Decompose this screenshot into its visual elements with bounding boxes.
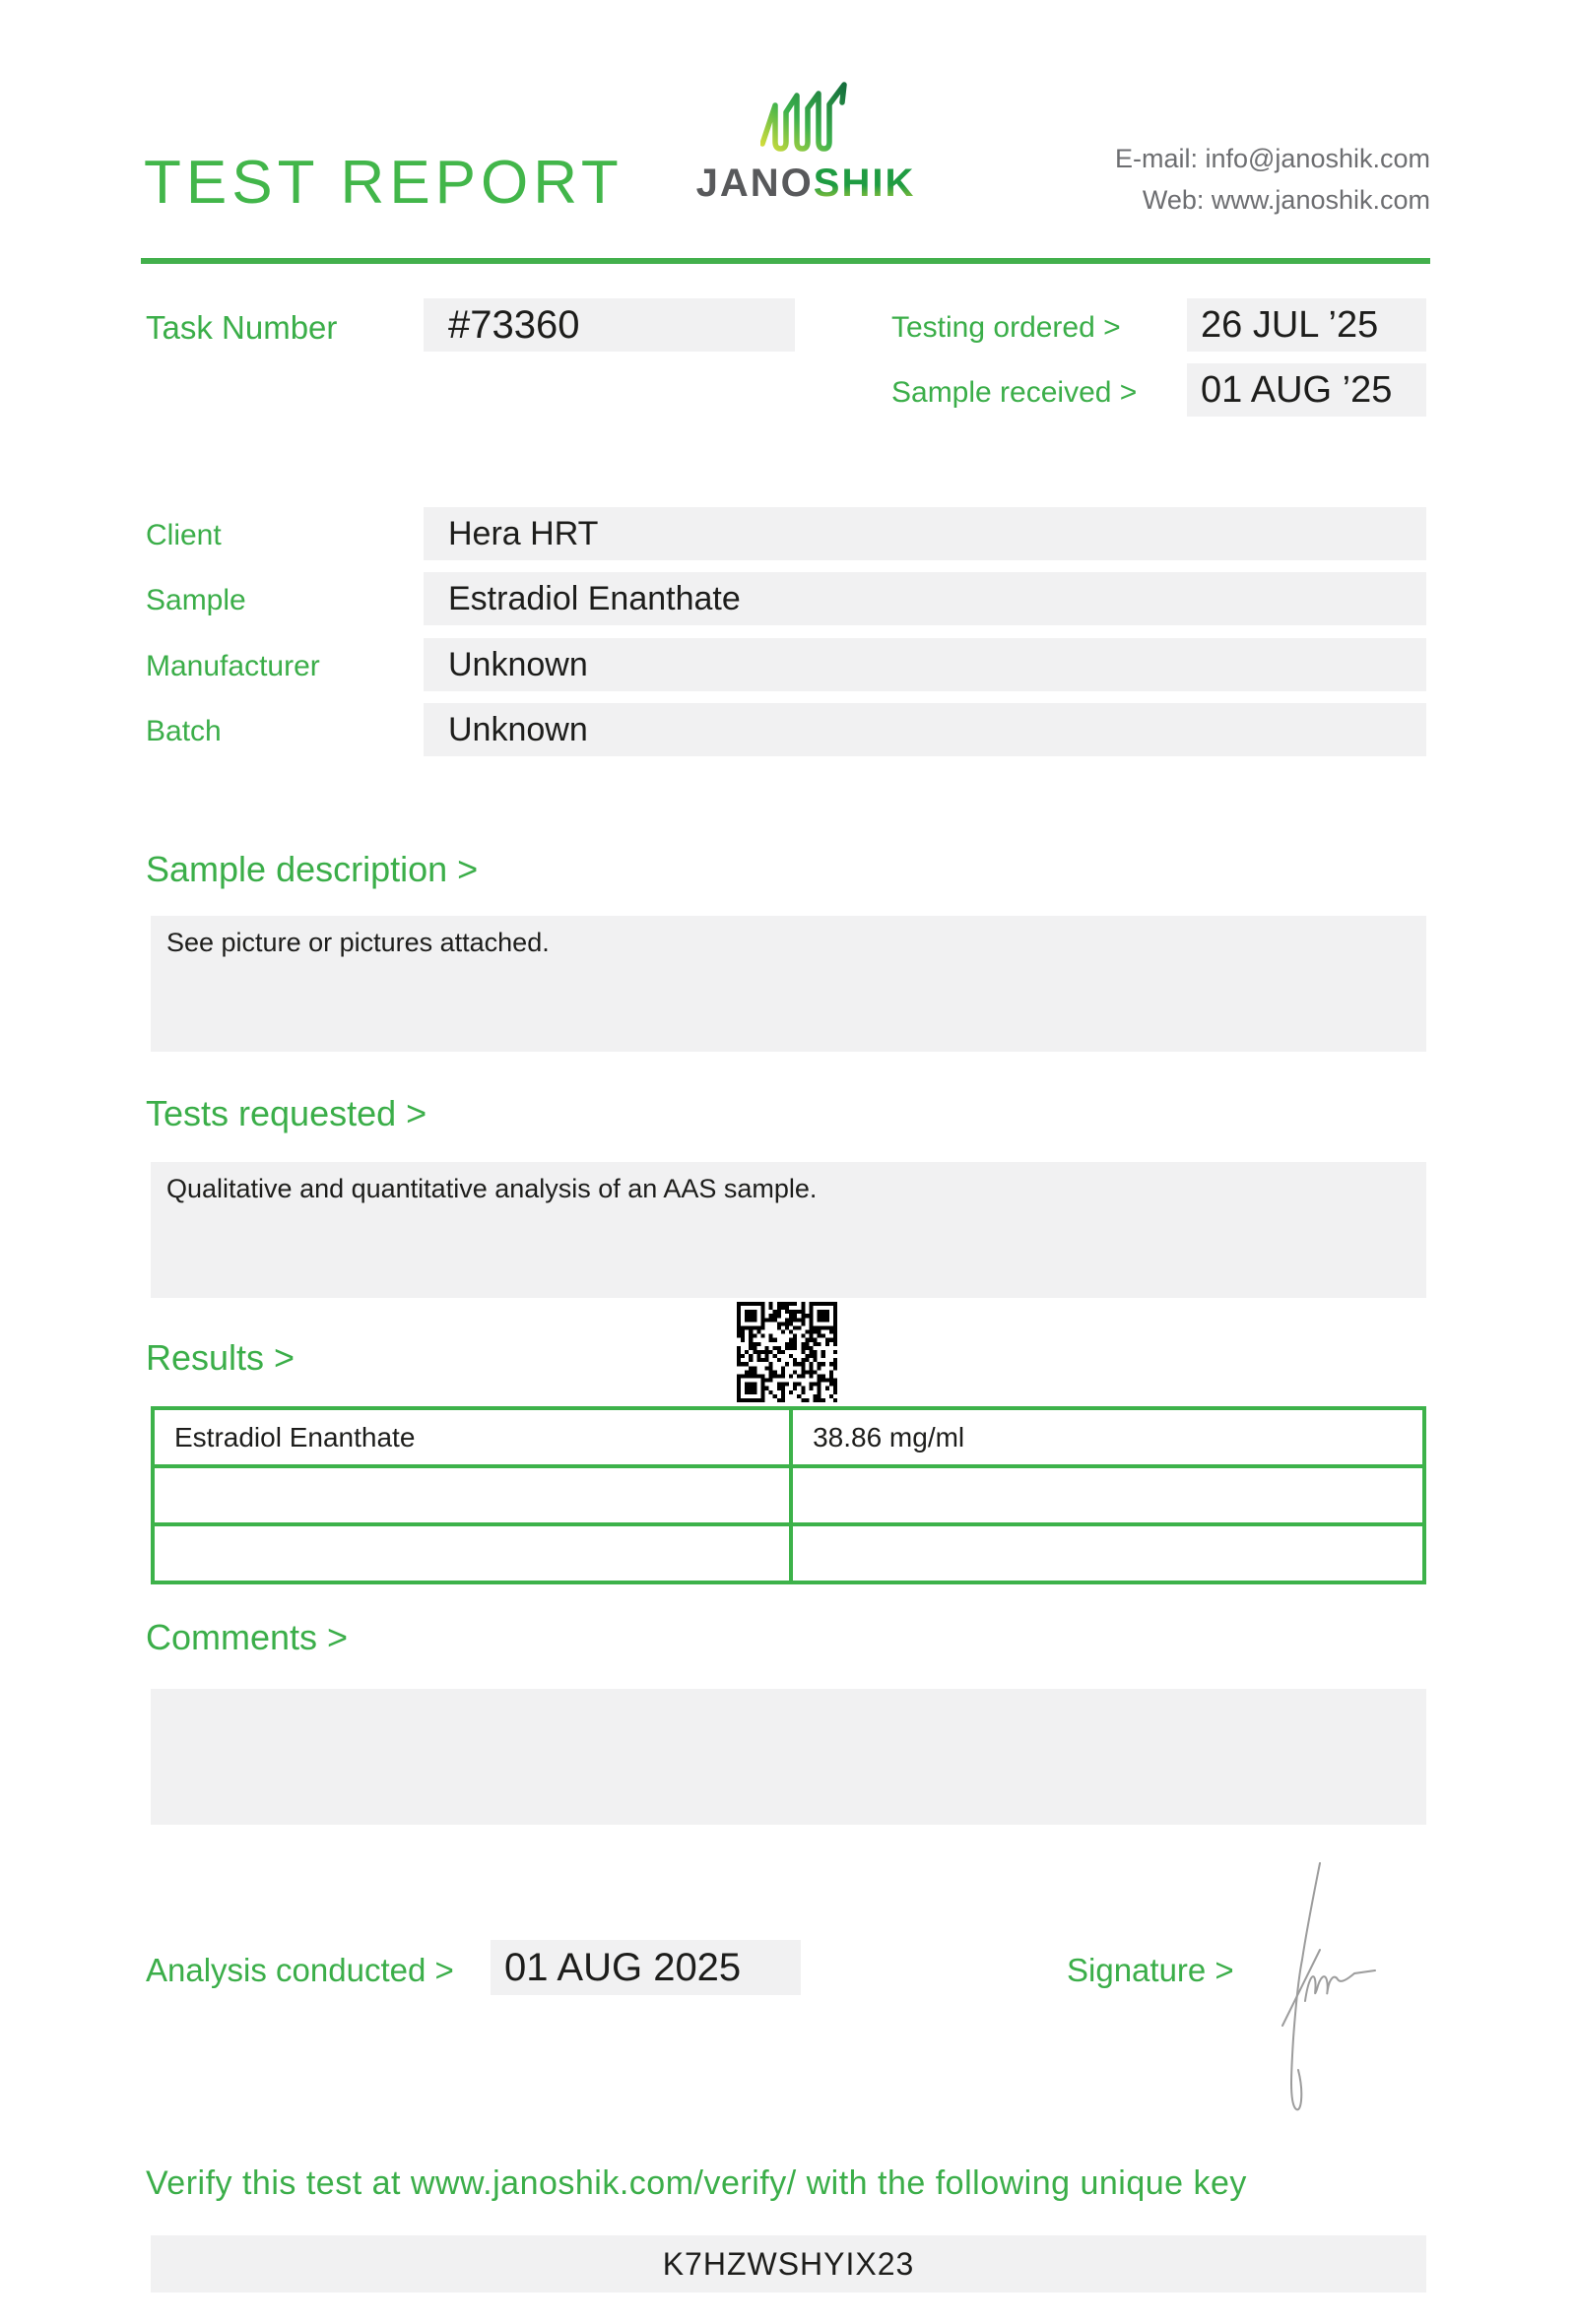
comments-box	[151, 1689, 1426, 1825]
sample-label: Sample	[146, 584, 246, 616]
manufacturer-field	[424, 638, 1426, 691]
sample-received-label: Sample received >	[891, 376, 1138, 409]
client-label: Client	[146, 519, 222, 551]
analysis-conducted-label: Analysis conducted >	[146, 1952, 454, 1988]
analysis-date-value: 01 AUG 2025	[504, 1945, 742, 1989]
testing-ordered-label: Testing ordered >	[891, 311, 1121, 344]
table-row	[153, 1408, 1424, 1466]
contact-email: E-mail: info@janoshik.com	[1114, 144, 1430, 173]
client-field	[424, 507, 1426, 560]
result-value-cell	[791, 1524, 1424, 1582]
batch-value: Unknown	[448, 710, 588, 748]
result-analyte-cell	[153, 1524, 791, 1582]
page-title: TEST REPORT	[144, 149, 624, 217]
testing-ordered-value: 26 JUL ’25	[1201, 303, 1379, 346]
result-value-cell	[791, 1466, 1424, 1524]
sample-description-heading: Sample description >	[146, 849, 479, 889]
result-analyte-cell: Estradiol Enanthate	[153, 1408, 791, 1466]
janoshik-logo	[688, 81, 924, 206]
batch-label: Batch	[146, 715, 222, 747]
table-row	[153, 1524, 1424, 1582]
testing-ordered-field	[1187, 298, 1426, 352]
signature-label: Signature >	[1067, 1952, 1234, 1988]
sample-received-field	[1187, 363, 1426, 417]
result-value-cell: 38.86 mg/ml	[791, 1408, 1424, 1466]
chart-growth-icon	[760, 81, 851, 156]
tests-requested-text: Qualitative and quantitative analysis of an AAS sample.	[166, 1174, 818, 1203]
signature	[1271, 1841, 1468, 2157]
result-analyte-cell	[153, 1466, 791, 1524]
client-value: Hera HRT	[448, 514, 599, 552]
sample-field	[424, 572, 1426, 625]
task-number-label: Task Number	[146, 309, 338, 346]
manufacturer-label: Manufacturer	[146, 650, 320, 682]
sample-value: Estradiol Enanthate	[448, 579, 741, 617]
results-heading: Results >	[146, 1337, 296, 1378]
contact-web: Web: www.janoshik.com	[1142, 185, 1430, 215]
comments-heading: Comments >	[146, 1617, 349, 1657]
qr-code	[737, 1302, 837, 1402]
sample-description-text: See picture or pictures attached.	[166, 928, 550, 957]
unique-key-value: K7HZWSHYIX23	[662, 2245, 915, 2282]
verify-instruction: Verify this test at www.janoshik.com/verify/ with the following unique key	[146, 2164, 1247, 2202]
task-number-value: #73360	[448, 302, 580, 347]
logo-text-shik: SHIK	[813, 161, 916, 205]
tests-requested-box	[151, 1162, 1426, 1298]
task-number-field	[424, 298, 795, 352]
analysis-date-field	[491, 1940, 801, 1995]
batch-field	[424, 703, 1426, 756]
header-divider	[141, 258, 1430, 264]
unique-key-field	[151, 2235, 1426, 2292]
tests-requested-heading: Tests requested >	[146, 1093, 427, 1133]
manufacturer-value: Unknown	[448, 645, 588, 683]
logo-wordmark	[688, 161, 924, 206]
results-table	[151, 1406, 1426, 1584]
sample-received-value: 01 AUG ’25	[1201, 368, 1393, 411]
logo-text-jano: JANO	[695, 161, 814, 205]
table-row	[153, 1466, 1424, 1524]
contact-info	[1115, 138, 1430, 221]
sample-description-box	[151, 916, 1426, 1052]
